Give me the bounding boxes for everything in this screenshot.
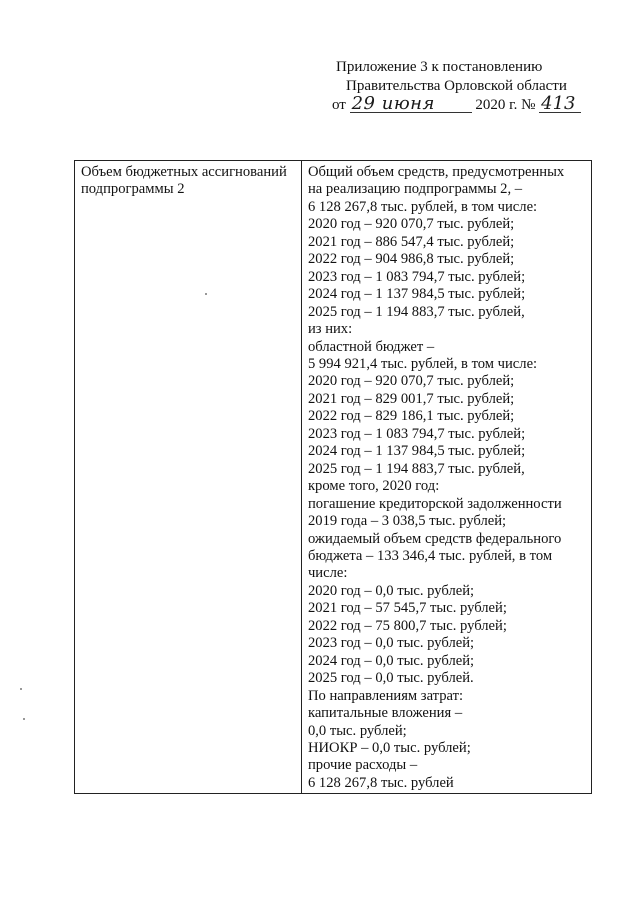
header-line-3: [300, 93, 600, 115]
handwritten-number: 413: [539, 96, 581, 113]
value-line: 2024 год – 1 137 984,5 тыс. рублей;: [307, 286, 526, 303]
value-line: 2023 год – 1 083 794,7 тыс. рублей;: [307, 425, 526, 442]
budget-label-cell: [75, 161, 302, 794]
label-line: Объем бюджетных ассигнований: [81, 164, 287, 180]
value-line: Общий объем средств, предусмотренных: [307, 164, 565, 180]
table-row: [75, 161, 592, 794]
handwritten-date: 29 июня: [350, 96, 472, 113]
value-line: 2022 год – 904 986,8 тыс. рублей;: [307, 251, 515, 268]
value-line: на реализацию подпрограммы 2, –: [307, 181, 523, 198]
value-line: бюджета – 133 346,4 тыс. рублей, в том: [307, 547, 553, 564]
value-line: 2021 год – 886 547,4 тыс. рублей;: [307, 233, 515, 250]
value-line: числе:: [307, 565, 348, 582]
header-year-number-label: 2020 г. №: [475, 97, 536, 113]
value-line: 2019 года – 3 038,5 тыс. рублей;: [307, 513, 507, 530]
value-line: 2020 год – 920 070,7 тыс. рублей;: [307, 216, 515, 233]
value-line: По направлениям затрат:: [307, 687, 464, 704]
value-line: 0,0 тыс. рублей;: [307, 722, 407, 739]
value-line: 2022 год – 829 186,1 тыс. рублей;: [307, 408, 515, 425]
header-from-label: от: [332, 97, 346, 113]
value-line: 6 128 267,8 тыс. рублей, в том числе:: [307, 198, 538, 215]
scan-speck: [23, 718, 25, 720]
value-line: из них:: [307, 321, 353, 338]
label-line: подпрограммы 2: [81, 181, 185, 198]
value-line: 5 994 921,4 тыс. рублей, в том числе:: [307, 355, 538, 372]
value-line: НИОКР – 0,0 тыс. рублей;: [307, 739, 471, 756]
value-line: капитальные вложения –: [307, 705, 463, 722]
value-line: областной бюджет –: [307, 338, 435, 355]
header-line-2: Правительства Орловской области: [346, 78, 567, 94]
value-line: 2025 год – 0,0 тыс. рублей.: [307, 670, 474, 687]
value-line: 2025 год – 1 194 883,7 тыс. рублей,: [307, 460, 525, 477]
value-line: 2025 год – 1 194 883,7 тыс. рублей,: [307, 303, 525, 320]
header-line-1: Приложение 3 к постановлению: [336, 59, 543, 75]
value-line: кроме того, 2020 год:: [307, 478, 440, 495]
value-line: 2020 год – 0,0 тыс. рублей;: [307, 582, 475, 599]
value-line: ожидаемый объем средств федерального: [307, 530, 562, 547]
attachment-header: [300, 58, 600, 115]
value-line: 2024 год – 0,0 тыс. рублей;: [307, 652, 475, 669]
value-line: 2022 год – 75 800,7 тыс. рублей;: [307, 617, 507, 634]
scan-speck: [20, 688, 22, 690]
value-line: прочие расходы –: [307, 757, 418, 774]
value-line: 2020 год – 920 070,7 тыс. рублей;: [307, 373, 515, 390]
value-line: погашение кредиторской задолженности: [307, 495, 562, 512]
value-line: 2023 год – 1 083 794,7 тыс. рублей;: [307, 268, 526, 285]
budget-table: [74, 160, 592, 794]
value-line: 2023 год – 0,0 тыс. рублей;: [307, 635, 475, 652]
value-line: 2021 год – 57 545,7 тыс. рублей;: [307, 600, 507, 617]
scan-speck: [205, 293, 207, 295]
budget-values-cell: [301, 161, 591, 794]
value-line: 2021 год – 829 001,7 тыс. рублей;: [307, 390, 515, 407]
value-line: 2024 год – 1 137 984,5 тыс. рублей;: [307, 443, 526, 460]
value-line: 6 128 267,8 тыс. рублей: [307, 774, 454, 791]
